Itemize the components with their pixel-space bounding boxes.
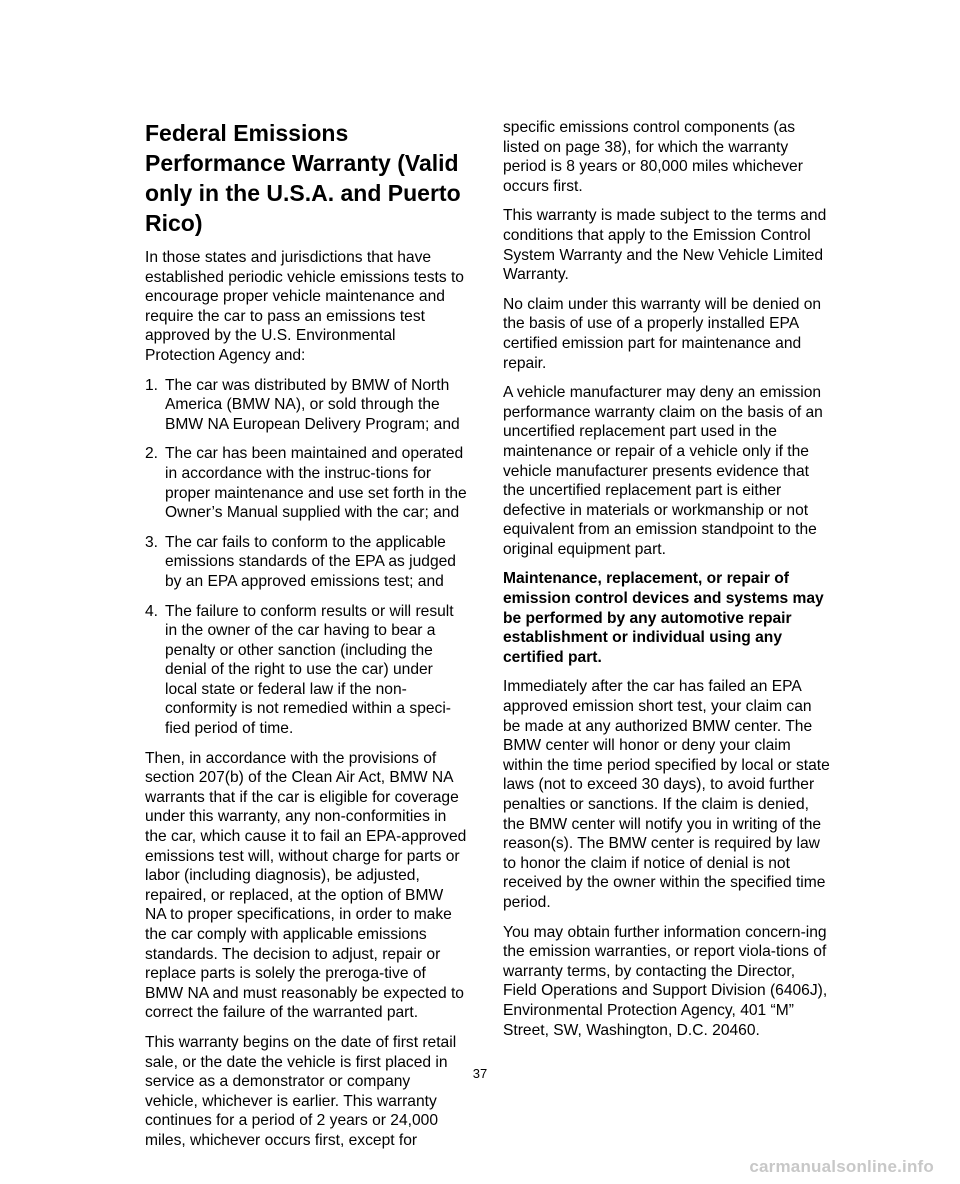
list-text: The car was distributed by BMW of North America (BMW NA), or sold through the BMW NA European Delivery Program; and: [165, 376, 460, 433]
watermark: carmanualsonline.info: [749, 1157, 934, 1176]
list-item: [145, 533, 467, 592]
deny-paragraph: A vehicle manufacturer may deny an emission performance warranty claim on the basis of an uncertified replacement part used in the maintenance or repair of a vehicle only if the vehicle manufacturer presents evidence that the uncertified replacement part is either defective in materials or workmanship or not equivalent from an emission standpoint to the original equipment part.: [503, 384, 823, 558]
immediately-paragraph: Immediately after the car has failed an EPA approved emission short test, your claim can be made at any authorized BMW center. The BMW center will honor or deny your claim within the time period specified by local or state laws (not to exceed 30 days), to avoid further penalties or sanctions. If the claim is denied, the BMW center will notify you in writing of the reason(s). The BMW center is required by law to honor the claim if notice of denial is not received by the owner within the specified time period.: [503, 678, 830, 911]
right-column: [503, 118, 833, 1050]
begins-paragraph: This warranty begins on the date of first retail sale, or the date the vehicle is first placed in service as a demonstrator or company vehicle, whichever is earlier. This warranty continues for a period of 2 years or 24,000 miles, whichever occurs first, except for: [145, 1033, 457, 1149]
left-column: [145, 118, 467, 1161]
list-text: The car fails to conform to the applicable emissions standards of the EPA as judged by an EPA approved emissions test; and: [165, 533, 456, 590]
list-item: [145, 376, 467, 435]
no-claim-paragraph: No claim under this warranty will be denied on the basis of use of a properly installed EPA certified emission part for maintenance and repair.: [503, 295, 822, 372]
list-number: 2.: [145, 445, 159, 463]
list-number: 3.: [145, 533, 159, 551]
obtain-info-paragraph: You may obtain further information concern-ing the emission warranties, or report viola-tions of warranty terms, by contacting the Director, Field Operations and Support Division (6406J), Environmental Protection Agency, 401 “M” Street, SW, Washington, D.C. 20460.: [503, 923, 828, 1039]
specific-paragraph: specific emissions control components (as listed on page 38), for which the warranty period is 8 years or 80,000 miles whichever occurs first.: [503, 119, 803, 195]
then-paragraph: Then, in accordance with the provisions of section 207(b) of the Clean Air Act, BMW NA warrants that if the car is eligible for coverage under this warranty, any non-conformities in the car, which cause it to fail an EPA-approved emissions test will, without charge for parts or labor (including diagnosis), be adjusted, repaired, or replaced, at the option of BMW NA to proper specifications, in order to make the car comply with applicable emissions standards. The decision to adjust, repair or replace parts is solely the preroga-tive of BMW NA and must reasonably be expected to correct the failure of the warranted part.: [145, 749, 467, 1022]
subject-paragraph: This warranty is made subject to the terms and conditions that apply to the Emission Control System Warranty and the New Vehicle Limited Warranty.: [503, 207, 827, 284]
conditions-list: [145, 376, 467, 739]
list-item: [145, 602, 467, 739]
list-text: The car has been maintained and operated in accordance with the instruc-tions for proper maintenance and use set forth in the Owner’s Manual supplied with the car; and: [165, 445, 467, 522]
list-number: 1.: [145, 376, 159, 394]
list-text: The failure to conform results or will result in the owner of the car having to bear a penalty or other sanction (including the denial of the right to use the car) under local state or federal law if the non-conformity is not remedied within a speci-fied period of time.: [165, 602, 454, 738]
intro-paragraph: In those states and jurisdictions that have established periodic vehicle emissions tests to encourage proper vehicle maintenance and require the car to pass an emissions test approved by the U.S. Environmental Protection Agency and:: [145, 249, 464, 364]
bold-notice-paragraph: Maintenance, replacement, or repair of emission control devices and systems may be performed by any automotive repair establishment or individual using any certified part.: [503, 570, 824, 666]
list-number: 4.: [145, 602, 159, 620]
list-item: [145, 444, 467, 522]
page-number: 37: [472, 1066, 488, 1081]
page-title: Federal Emissions Performance Warranty (Valid only in the U.S.A. and Puerto Rico): [145, 120, 461, 236]
